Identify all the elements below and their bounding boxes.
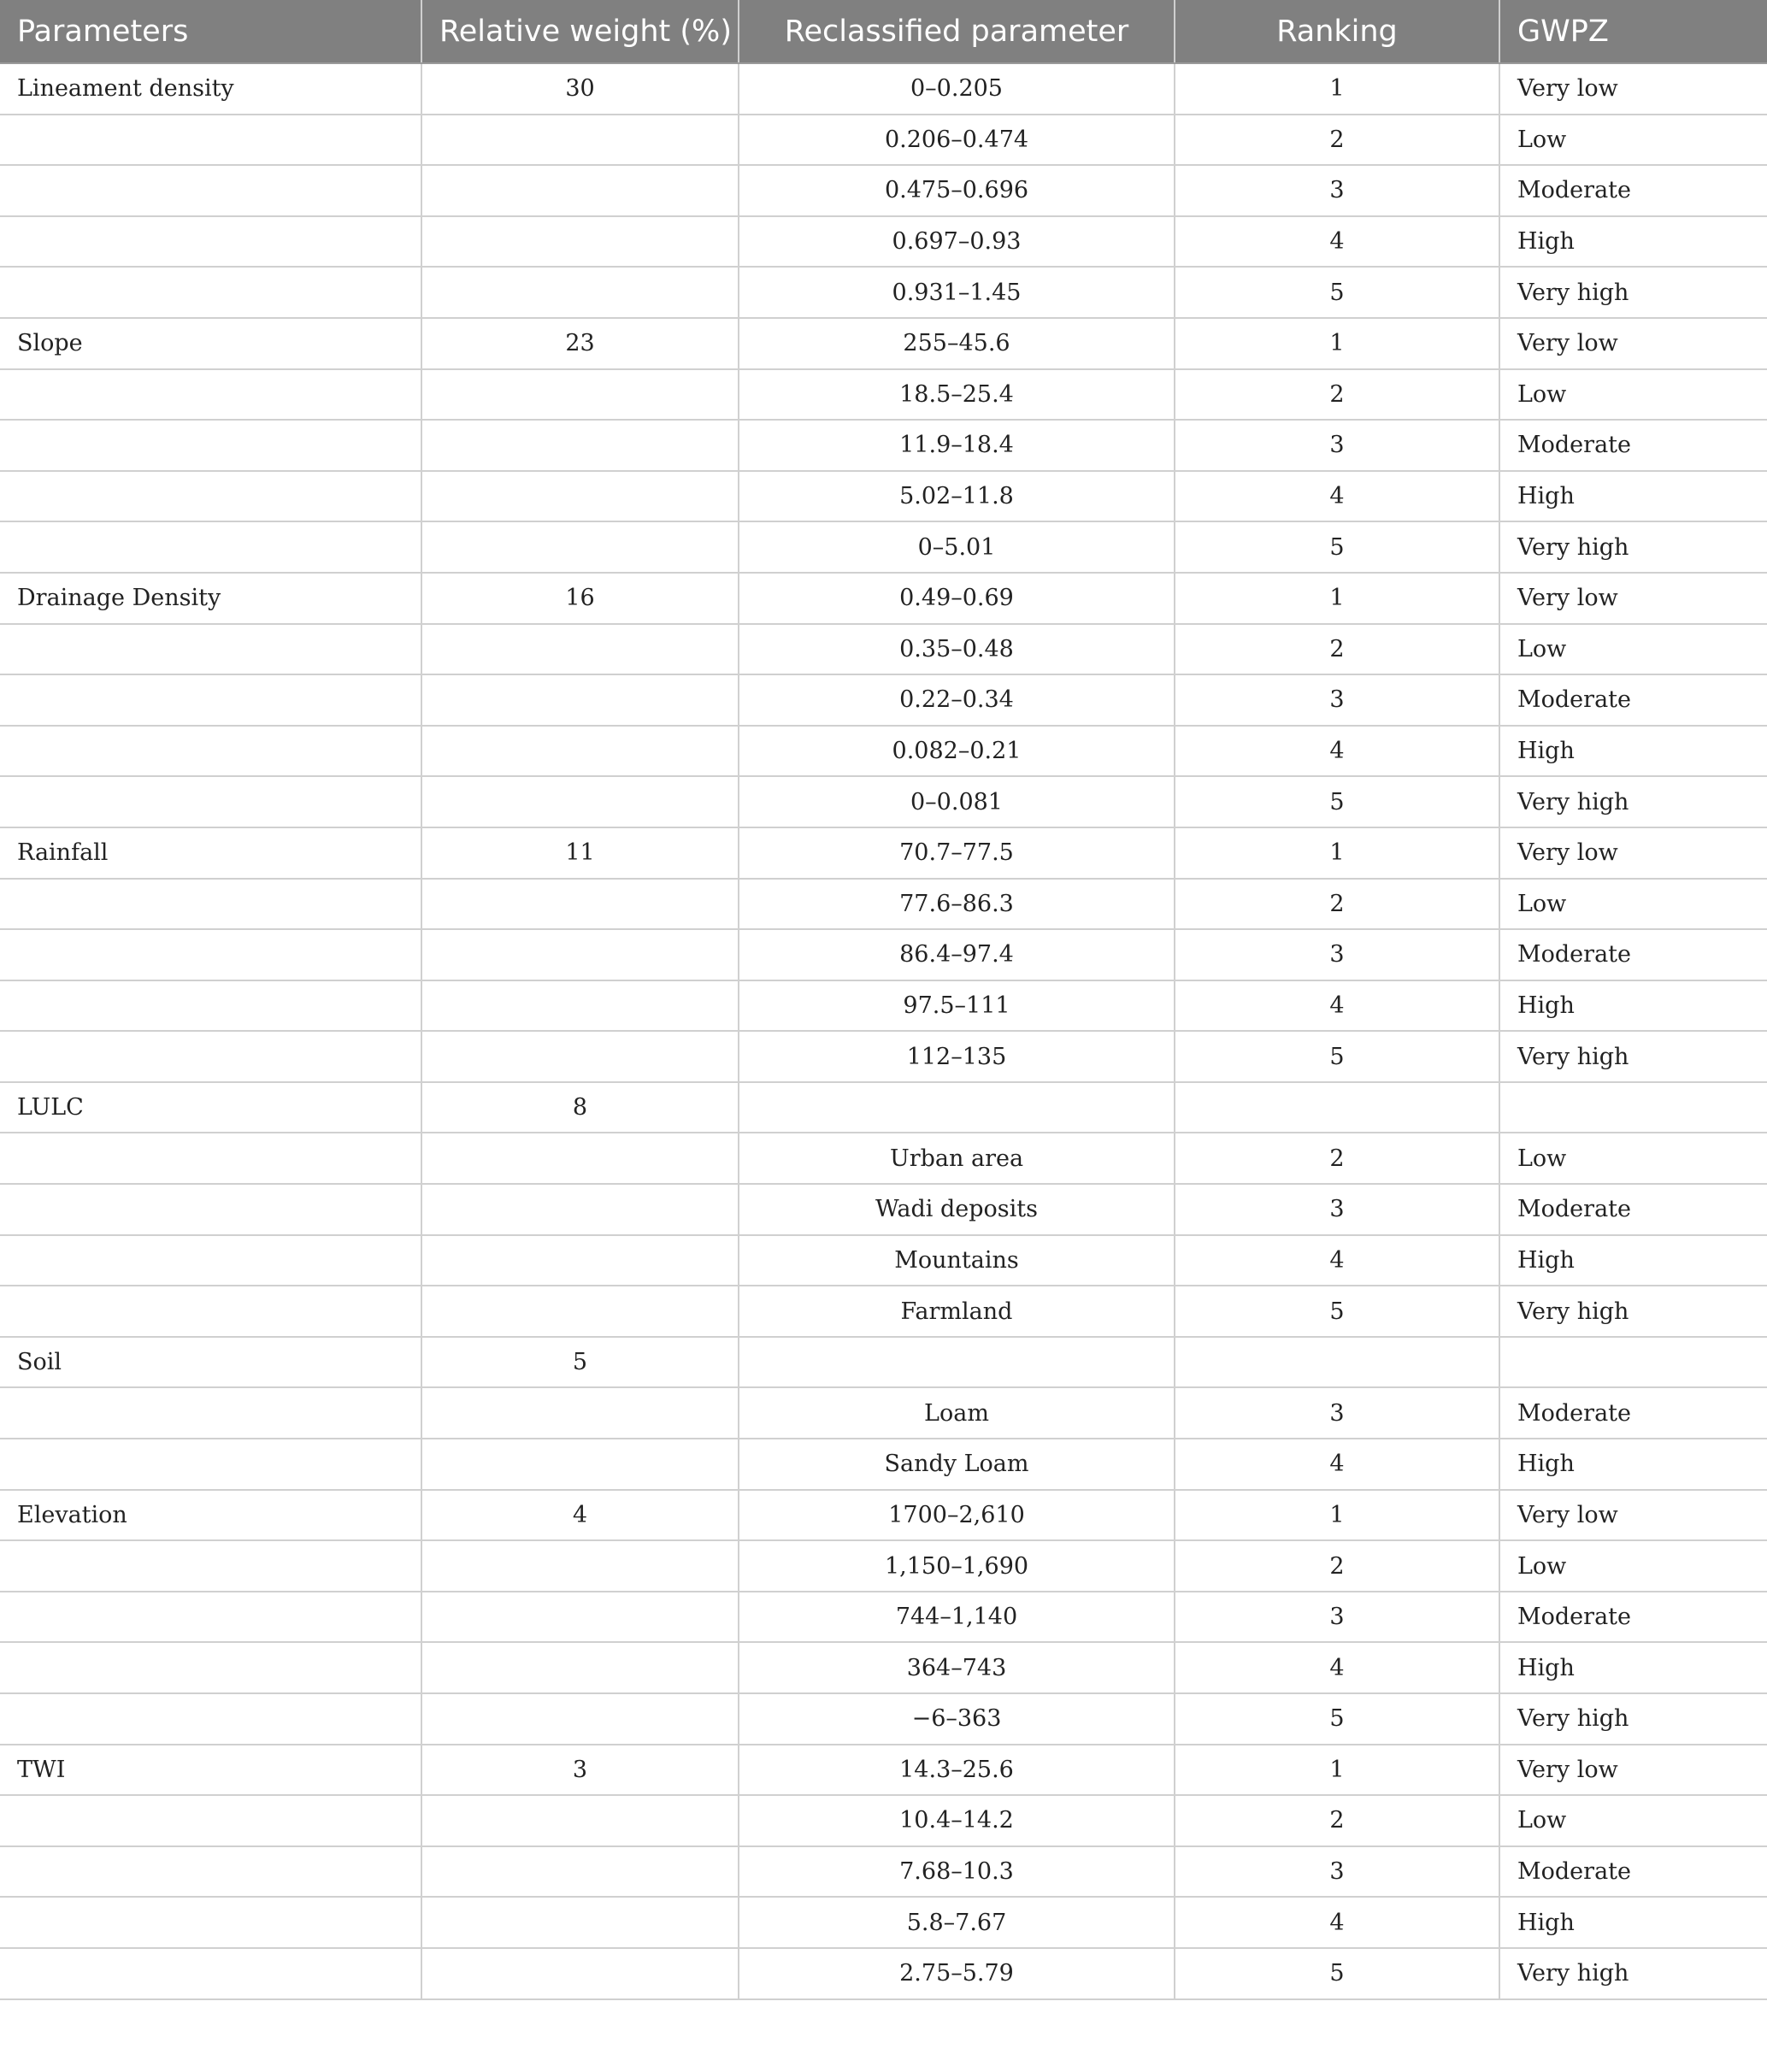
gwpz-cell: Low xyxy=(1499,1795,1767,1846)
weight-cell xyxy=(421,726,739,777)
parameter-cell xyxy=(0,1897,421,1948)
table-row xyxy=(0,1846,1767,1898)
table-row xyxy=(0,776,1767,827)
header-row xyxy=(0,0,1767,63)
weight-cell xyxy=(421,1031,739,1082)
weight-cell xyxy=(421,1184,739,1235)
parameter-cell xyxy=(0,1693,421,1745)
gwpz-cell: Moderate xyxy=(1499,929,1767,980)
parameter-cell xyxy=(0,369,421,421)
reclassified-cell: Mountains xyxy=(739,1235,1175,1286)
gwpz-cell: High xyxy=(1499,1642,1767,1693)
gwpz-cell: Very high xyxy=(1499,1693,1767,1745)
gwpz-cell xyxy=(1499,1082,1767,1133)
table-row xyxy=(0,1337,1767,1388)
ranking-cell: 5 xyxy=(1175,267,1499,318)
reclassified-cell: 0.49–0.69 xyxy=(739,573,1175,624)
ranking-cell: 5 xyxy=(1175,1693,1499,1745)
gwpz-cell: Very low xyxy=(1499,573,1767,624)
table-row xyxy=(0,63,1767,115)
ranking-cell: 4 xyxy=(1175,471,1499,522)
ranking-cell: 3 xyxy=(1175,1592,1499,1643)
gwpz-cell: Moderate xyxy=(1499,1592,1767,1643)
weight-cell xyxy=(421,1235,739,1286)
header-gwpz: GWPZ xyxy=(1499,0,1767,63)
table-row xyxy=(0,929,1767,980)
reclassified-cell: 77.6–86.3 xyxy=(739,879,1175,930)
parameter-cell: TWI xyxy=(0,1745,421,1796)
weight-cell xyxy=(421,776,739,827)
parameter-cell: Elevation xyxy=(0,1490,421,1541)
weight-cell xyxy=(421,1693,739,1745)
gwpz-cell: Very high xyxy=(1499,1948,1767,1999)
ranking-cell: 1 xyxy=(1175,318,1499,369)
weight-cell xyxy=(421,1592,739,1643)
ranking-cell: 2 xyxy=(1175,1540,1499,1592)
parameter-cell: LULC xyxy=(0,1082,421,1133)
ranking-cell: 1 xyxy=(1175,573,1499,624)
gwpz-cell: Low xyxy=(1499,115,1767,166)
reclassified-cell: 0.475–0.696 xyxy=(739,165,1175,216)
parameter-cell xyxy=(0,929,421,980)
gwpz-cell: Very high xyxy=(1499,1286,1767,1337)
table-row xyxy=(0,521,1767,573)
reclassified-cell: 0.931–1.45 xyxy=(739,267,1175,318)
gwpz-cell: Very low xyxy=(1499,63,1767,115)
parameter-cell: Drainage Density xyxy=(0,573,421,624)
parameter-cell xyxy=(0,624,421,675)
gwpz-cell: Low xyxy=(1499,879,1767,930)
ranking-cell: 2 xyxy=(1175,1133,1499,1184)
parameter-cell: Rainfall xyxy=(0,827,421,879)
reclassified-cell: 0.697–0.93 xyxy=(739,216,1175,268)
reclassified-cell: Urban area xyxy=(739,1133,1175,1184)
weight-cell xyxy=(421,1642,739,1693)
table-row xyxy=(0,1745,1767,1796)
gwpz-cell xyxy=(1499,1337,1767,1388)
reclassified-cell: 0.206–0.474 xyxy=(739,115,1175,166)
table-row xyxy=(0,1184,1767,1235)
ranking-cell: 3 xyxy=(1175,929,1499,980)
table-row xyxy=(0,879,1767,930)
table-row xyxy=(0,1286,1767,1337)
weight-cell xyxy=(421,1439,739,1490)
table-row xyxy=(0,1439,1767,1490)
parameter-cell xyxy=(0,1540,421,1592)
reclassified-cell: Farmland xyxy=(739,1286,1175,1337)
parameter-cell xyxy=(0,1387,421,1439)
gwpz-cell: Very low xyxy=(1499,1745,1767,1796)
table-row xyxy=(0,980,1767,1032)
gwpz-cell: Moderate xyxy=(1499,1846,1767,1898)
table-row xyxy=(0,1133,1767,1184)
table-row xyxy=(0,1082,1767,1133)
gwpz-cell: Very high xyxy=(1499,776,1767,827)
ranking-cell: 3 xyxy=(1175,165,1499,216)
ranking-cell: 2 xyxy=(1175,369,1499,421)
parameter-cell xyxy=(0,1184,421,1235)
reclassified-cell: 11.9–18.4 xyxy=(739,420,1175,471)
gwpz-cell: Very low xyxy=(1499,827,1767,879)
table-row xyxy=(0,420,1767,471)
gwpz-cell: High xyxy=(1499,216,1767,268)
table-row xyxy=(0,165,1767,216)
parameter-cell xyxy=(0,1235,421,1286)
weight-cell: 23 xyxy=(421,318,739,369)
gwpz-cell: High xyxy=(1499,1439,1767,1490)
reclassified-cell: 18.5–25.4 xyxy=(739,369,1175,421)
parameter-cell xyxy=(0,267,421,318)
table-row xyxy=(0,827,1767,879)
parameter-cell xyxy=(0,726,421,777)
weight-cell: 4 xyxy=(421,1490,739,1541)
table-row xyxy=(0,726,1767,777)
reclassified-cell: 0.082–0.21 xyxy=(739,726,1175,777)
parameter-cell: Lineament density xyxy=(0,63,421,115)
parameter-cell xyxy=(0,1133,421,1184)
ranking-cell: 2 xyxy=(1175,1795,1499,1846)
weight-cell xyxy=(421,165,739,216)
gwpz-cell: Low xyxy=(1499,369,1767,421)
reclassified-cell: 112–135 xyxy=(739,1031,1175,1082)
ranking-cell: 5 xyxy=(1175,1286,1499,1337)
table-row xyxy=(0,1031,1767,1082)
gwpz-cell: Very high xyxy=(1499,1031,1767,1082)
ranking-cell: 1 xyxy=(1175,1490,1499,1541)
ranking-cell: 3 xyxy=(1175,1184,1499,1235)
ranking-cell: 3 xyxy=(1175,1387,1499,1439)
reclassified-cell: 70.7–77.5 xyxy=(739,827,1175,879)
gwpz-cell: Very high xyxy=(1499,521,1767,573)
table-row xyxy=(0,471,1767,522)
weight-cell: 8 xyxy=(421,1082,739,1133)
gwpz-cell: Low xyxy=(1499,624,1767,675)
parameter-cell xyxy=(0,521,421,573)
reclassified-cell xyxy=(739,1337,1175,1388)
ranking-cell xyxy=(1175,1337,1499,1388)
table-row xyxy=(0,1592,1767,1643)
parameter-cell xyxy=(0,1286,421,1337)
parameter-cell xyxy=(0,115,421,166)
ranking-cell: 4 xyxy=(1175,1235,1499,1286)
table-row xyxy=(0,1540,1767,1592)
table-row xyxy=(0,318,1767,369)
parameter-cell: Slope xyxy=(0,318,421,369)
table-row xyxy=(0,115,1767,166)
weight-cell xyxy=(421,1133,739,1184)
parameter-cell xyxy=(0,471,421,522)
ranking-cell: 3 xyxy=(1175,674,1499,726)
reclassified-cell: 7.68–10.3 xyxy=(739,1846,1175,1898)
weight-cell xyxy=(421,1846,739,1898)
reclassified-cell: 255–45.6 xyxy=(739,318,1175,369)
gwpz-cell: Very low xyxy=(1499,318,1767,369)
weight-cell xyxy=(421,420,739,471)
weight-cell xyxy=(421,1897,739,1948)
ranking-cell: 5 xyxy=(1175,1031,1499,1082)
table-row xyxy=(0,1795,1767,1846)
table-row xyxy=(0,1490,1767,1541)
parameter-cell xyxy=(0,1846,421,1898)
ranking-cell: 3 xyxy=(1175,420,1499,471)
weight-cell xyxy=(421,115,739,166)
reclassified-cell: 0–0.081 xyxy=(739,776,1175,827)
ranking-cell: 2 xyxy=(1175,624,1499,675)
weight-cell: 11 xyxy=(421,827,739,879)
gwpz-cell: High xyxy=(1499,1235,1767,1286)
parameter-cell xyxy=(0,980,421,1032)
parameter-cell: Soil xyxy=(0,1337,421,1388)
parameter-cell xyxy=(0,1031,421,1082)
weight-cell xyxy=(421,624,739,675)
gwpz-cell: High xyxy=(1499,726,1767,777)
table-row xyxy=(0,1235,1767,1286)
weight-cell: 3 xyxy=(421,1745,739,1796)
weight-cell xyxy=(421,1286,739,1337)
ranking-cell: 4 xyxy=(1175,1897,1499,1948)
parameter-cell xyxy=(0,420,421,471)
gwpz-cell: Moderate xyxy=(1499,1184,1767,1235)
table-row xyxy=(0,267,1767,318)
table-row xyxy=(0,674,1767,726)
ranking-cell: 1 xyxy=(1175,63,1499,115)
gwpz-cell: High xyxy=(1499,471,1767,522)
header-parameters: Parameters xyxy=(0,0,421,63)
gwpz-cell: High xyxy=(1499,980,1767,1032)
parameter-cell xyxy=(0,165,421,216)
ranking-cell xyxy=(1175,1082,1499,1133)
reclassified-cell: 1700–2,610 xyxy=(739,1490,1175,1541)
weight-cell xyxy=(421,1387,739,1439)
ranking-cell: 1 xyxy=(1175,827,1499,879)
table-row xyxy=(0,624,1767,675)
parameter-cell xyxy=(0,879,421,930)
header-reclassified-parameter: Reclassified parameter xyxy=(739,0,1175,63)
weight-cell xyxy=(421,471,739,522)
weight-cell: 5 xyxy=(421,1337,739,1388)
gwpz-cell: High xyxy=(1499,1897,1767,1948)
gwpz-cell: Very high xyxy=(1499,267,1767,318)
table-row xyxy=(0,216,1767,268)
weight-cell xyxy=(421,369,739,421)
reclassified-cell: Sandy Loam xyxy=(739,1439,1175,1490)
reclassified-cell: 10.4–14.2 xyxy=(739,1795,1175,1846)
weight-cell xyxy=(421,1540,739,1592)
reclassified-cell xyxy=(739,1082,1175,1133)
reclassified-cell: 0.22–0.34 xyxy=(739,674,1175,726)
table-row xyxy=(0,1948,1767,1999)
gwpz-cell: Moderate xyxy=(1499,674,1767,726)
parameter-cell xyxy=(0,1592,421,1643)
ranking-cell: 2 xyxy=(1175,115,1499,166)
ranking-cell: 4 xyxy=(1175,726,1499,777)
gwpz-cell: Moderate xyxy=(1499,1387,1767,1439)
weight-cell: 16 xyxy=(421,573,739,624)
parameter-cell xyxy=(0,1948,421,1999)
reclassified-cell: 2.75–5.79 xyxy=(739,1948,1175,1999)
reclassified-cell: 14.3–25.6 xyxy=(739,1745,1175,1796)
weight-cell xyxy=(421,879,739,930)
weight-cell xyxy=(421,980,739,1032)
reclassified-cell: 1,150–1,690 xyxy=(739,1540,1175,1592)
weight-cell xyxy=(421,674,739,726)
reclassified-cell: 744–1,140 xyxy=(739,1592,1175,1643)
ranking-cell: 2 xyxy=(1175,879,1499,930)
reclassified-cell: 97.5–111 xyxy=(739,980,1175,1032)
weight-cell xyxy=(421,929,739,980)
weight-cell xyxy=(421,267,739,318)
reclassified-cell: 5.02–11.8 xyxy=(739,471,1175,522)
reclassified-cell: 5.8–7.67 xyxy=(739,1897,1175,1948)
ranking-cell: 4 xyxy=(1175,980,1499,1032)
parameter-cell xyxy=(0,216,421,268)
gwpz-cell: Moderate xyxy=(1499,420,1767,471)
reclassified-cell: Wadi deposits xyxy=(739,1184,1175,1235)
ranking-cell: 5 xyxy=(1175,1948,1499,1999)
weight-cell: 30 xyxy=(421,63,739,115)
weight-cell xyxy=(421,216,739,268)
table-row xyxy=(0,1897,1767,1948)
weight-cell xyxy=(421,1948,739,1999)
table-body xyxy=(0,63,1767,1999)
parameter-cell xyxy=(0,776,421,827)
table-row xyxy=(0,369,1767,421)
header-ranking: Ranking xyxy=(1175,0,1499,63)
ranking-cell: 5 xyxy=(1175,521,1499,573)
table-header xyxy=(0,0,1767,63)
table-row xyxy=(0,1642,1767,1693)
ranking-cell: 4 xyxy=(1175,1642,1499,1693)
reclassified-cell: 86.4–97.4 xyxy=(739,929,1175,980)
reclassified-cell: 364–743 xyxy=(739,1642,1175,1693)
weight-cell xyxy=(421,1795,739,1846)
gwpz-cell: Very low xyxy=(1499,1490,1767,1541)
parameter-cell xyxy=(0,674,421,726)
gwpz-cell: Low xyxy=(1499,1540,1767,1592)
ranking-cell: 5 xyxy=(1175,776,1499,827)
ranking-cell: 1 xyxy=(1175,1745,1499,1796)
gwpz-cell: Moderate xyxy=(1499,165,1767,216)
reclassified-cell: 0–5.01 xyxy=(739,521,1175,573)
reclassified-cell: Loam xyxy=(739,1387,1175,1439)
table-row xyxy=(0,1693,1767,1745)
reclassified-cell: −6–363 xyxy=(739,1693,1175,1745)
table-row xyxy=(0,573,1767,624)
reclassified-cell: 0.35–0.48 xyxy=(739,624,1175,675)
ranking-cell: 4 xyxy=(1175,216,1499,268)
header-relative-weight: Relative weight (%) xyxy=(421,0,739,63)
parameter-cell xyxy=(0,1642,421,1693)
reclassified-cell: 0–0.205 xyxy=(739,63,1175,115)
parameter-cell xyxy=(0,1439,421,1490)
weight-cell xyxy=(421,521,739,573)
ranking-cell: 4 xyxy=(1175,1439,1499,1490)
table-row xyxy=(0,1387,1767,1439)
ranking-cell: 3 xyxy=(1175,1846,1499,1898)
parameter-cell xyxy=(0,1795,421,1846)
gwpz-cell: Low xyxy=(1499,1133,1767,1184)
